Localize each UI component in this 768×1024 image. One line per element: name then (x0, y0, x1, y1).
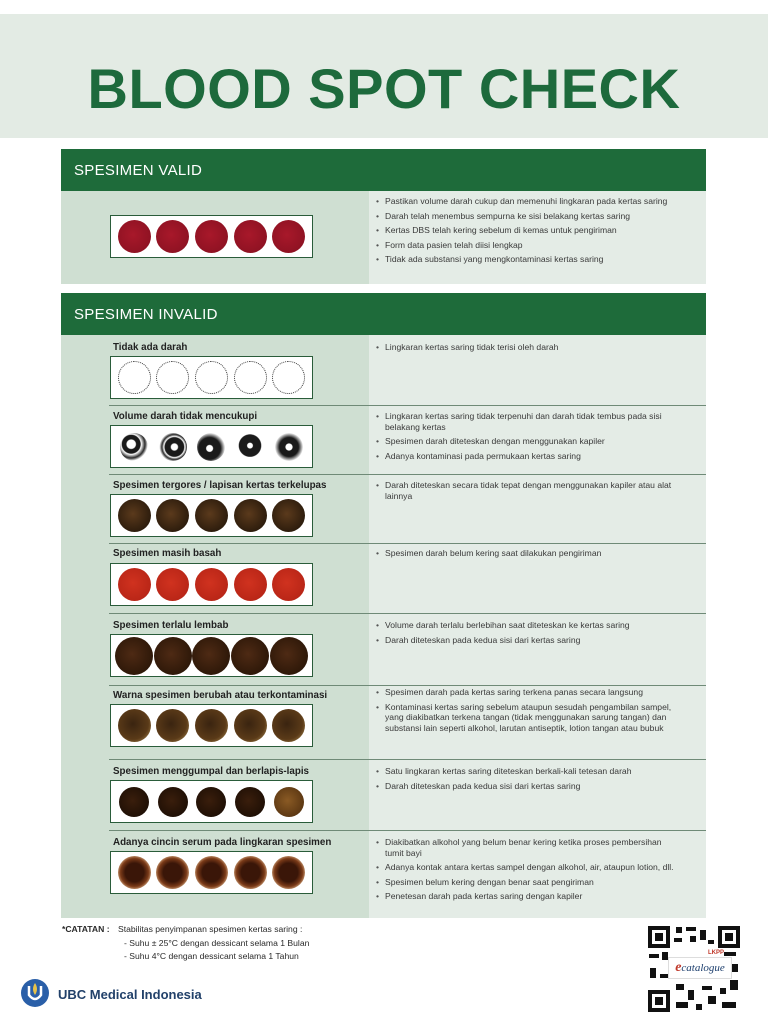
note-line: - Suhu 4°C dengan dessicant selama 1 Tahun (124, 951, 299, 961)
blood-spot (274, 787, 304, 817)
blood-spot (118, 856, 151, 889)
blood-spot (197, 433, 225, 461)
reason-item: • Spesimen belum kering dengan benar saat pengiriman (374, 877, 679, 888)
blood-spot (195, 856, 228, 889)
invalid-section (61, 335, 706, 918)
blood-spot (270, 637, 308, 675)
blood-spot (196, 787, 226, 817)
ecatalogue-e: e (675, 960, 682, 975)
invalid-row-reasons (374, 548, 679, 563)
row-divider (109, 613, 706, 614)
blood-spot (235, 787, 265, 817)
blood-spot (154, 637, 192, 675)
scratched-spot-card (110, 494, 313, 537)
blood-spot (272, 709, 305, 742)
blood-spot (195, 220, 228, 253)
blood-spot (192, 637, 230, 675)
blood-spot (118, 220, 151, 253)
blood-spot (156, 499, 189, 532)
empty-circle (234, 361, 267, 394)
reason-item: • Volume darah terlalu berlebihan saat diteteskan ke kertas saring (374, 620, 679, 631)
reason-item: • Lingkaran kertas saring tidak terisi oleh darah (374, 342, 679, 353)
empty-circle (272, 361, 305, 394)
blood-spot (119, 787, 149, 817)
reason-item: • Darah diteteskan pada kedua sisi dari kertas saring (374, 781, 679, 792)
blood-spot (156, 709, 189, 742)
reason-item: • Darah diteteskan pada kedua sisi dari kertas saring (374, 635, 679, 646)
blood-spot (156, 220, 189, 253)
invalid-row-label: Tidak ada darah (113, 342, 188, 353)
blood-spot (234, 220, 267, 253)
valid-criteria-item: • Kertas DBS telah kering sebelum di kemas untuk pengiriman (374, 225, 679, 236)
reason-item: • Spesimen darah diteteskan dengan menggunakan kapiler (374, 436, 679, 447)
row-divider (109, 405, 706, 406)
row-divider (109, 685, 706, 686)
blood-spot (118, 568, 151, 601)
valid-spot-card (110, 215, 313, 258)
too-moist-spot-card (110, 634, 313, 677)
invalid-row-reasons (374, 342, 679, 357)
blood-spot (234, 499, 267, 532)
blood-spot (272, 499, 305, 532)
blood-spot (195, 568, 228, 601)
invalid-row-label: Spesimen masih basah (113, 548, 222, 559)
note-line: - Suhu ± 25°C dengan dessicant selama 1 Bulan (124, 938, 310, 948)
invalid-row-reasons (374, 411, 679, 465)
empty-circle (156, 361, 189, 394)
wet-spot-card (110, 563, 313, 606)
invalid-row-reasons (374, 480, 679, 505)
serum-ring-spot-card (110, 851, 313, 894)
ecatalogue-badge (668, 957, 732, 979)
valid-section (61, 191, 706, 284)
row-divider (109, 830, 706, 831)
company-name: UBC Medical Indonesia (58, 987, 202, 1002)
empty-circle (118, 361, 151, 394)
note-text: Stabilitas penyimpanan spesimen kertas saring : (118, 924, 303, 934)
lkpp-label: LKPP (708, 950, 725, 956)
row-divider (109, 759, 706, 760)
blood-spot (236, 433, 264, 461)
valid-criteria-item: • Pastikan volume darah cukup dan memenuhi lingkaran pada kertas saring (374, 196, 679, 207)
blood-spot (118, 499, 151, 532)
invalid-section-heading: SPESIMEN INVALID (61, 293, 706, 335)
blood-spot (234, 709, 267, 742)
insufficient-spot-card (110, 425, 313, 468)
blood-spot (272, 568, 305, 601)
reason-item: • Spesimen darah belum kering saat dilakukan pengiriman (374, 548, 679, 559)
invalid-row-reasons (374, 766, 679, 795)
invalid-row-label: Warna spesimen berubah atau terkontaminasi (113, 690, 328, 701)
page-title: BLOOD SPOT CHECK (87, 57, 681, 120)
blood-spot (234, 568, 267, 601)
invalid-row-reasons (374, 837, 679, 906)
valid-section-heading: SPESIMEN VALID (61, 149, 706, 191)
blood-spot (275, 433, 303, 461)
discolored-spot-card (110, 704, 313, 747)
blood-spot (118, 709, 151, 742)
note-label: *CATATAN : (62, 924, 110, 934)
no-blood-spot-card (110, 356, 313, 399)
blood-spot (115, 637, 153, 675)
blood-spot (234, 856, 267, 889)
valid-criteria-item: • Darah telah menembus sempurna ke sisi belakang kertas saring (374, 211, 679, 222)
blood-spot (156, 568, 189, 601)
blood-spot (195, 499, 228, 532)
invalid-row-reasons (374, 620, 679, 649)
reason-item: • Spesimen darah pada kertas saring terkena panas secara langsung (374, 687, 679, 698)
blood-spot (272, 856, 305, 889)
row-divider (109, 474, 706, 475)
invalid-row-label: Spesimen menggumpal dan berlapis-lapis (113, 766, 309, 777)
blood-spot (158, 787, 188, 817)
blood-spot (120, 433, 148, 461)
valid-criteria-item: • Form data pasien telah diisi lengkap (374, 240, 679, 251)
valid-criteria-item: • Tidak ada substansi yang mengkontaminasi kertas saring (374, 254, 679, 265)
invalid-row-label: Spesimen terlalu lembab (113, 620, 229, 631)
reason-item: • Penetesan darah pada kertas saring dengan kapiler (374, 891, 679, 902)
blood-spot (272, 220, 305, 253)
invalid-row-label: Volume darah tidak mencukupi (113, 411, 258, 422)
blood-spot (159, 433, 187, 461)
ecatalogue-rest: catalogue (681, 962, 725, 974)
reason-item: • Kontaminasi kertas saring sebelum ataupun sesudah pengambilan sampel, yang diakibatkan terkena tangan (tidak menggunakan sarung tangan) dan substansi lain seperti alkohol, larutan antiseptik, lotion tangan atau bubuk (374, 702, 679, 734)
invalid-row-label: Spesimen tergores / lapisan kertas terkelupas (113, 480, 327, 491)
blood-spot (156, 856, 189, 889)
invalid-row-reasons (374, 687, 679, 737)
blood-spot (195, 709, 228, 742)
blood-spot (231, 637, 269, 675)
reason-item: • Adanya kontaminasi pada permukaan kertas saring (374, 451, 679, 462)
invalid-row-label: Adanya cincin serum pada lingkaran spesimen (113, 837, 332, 848)
valid-criteria-list (374, 196, 679, 269)
row-divider (109, 543, 706, 544)
empty-circle (195, 361, 228, 394)
reason-item: • Adanya kontak antara kertas sampel dengan alkohol, air, ataupun lotion, dll. (374, 862, 679, 873)
reason-item: • Lingkaran kertas saring tidak terpenuhi dan darah tidak tembus pada sisi belakang kertas (374, 411, 679, 432)
reason-item: • Satu lingkaran kertas saring diteteskan berkali-kali tetesan darah (374, 766, 679, 777)
reason-item: • Diakibatkan alkohol yang belum benar kering ketika proses pembersihan tumit bayi (374, 837, 679, 858)
clotted-spot-card (110, 780, 313, 823)
reason-item: • Darah diteteskan secara tidak tepat dengan menggunakan kapiler atau alat lainnya (374, 480, 679, 501)
ubc-logo-icon (20, 978, 50, 1008)
